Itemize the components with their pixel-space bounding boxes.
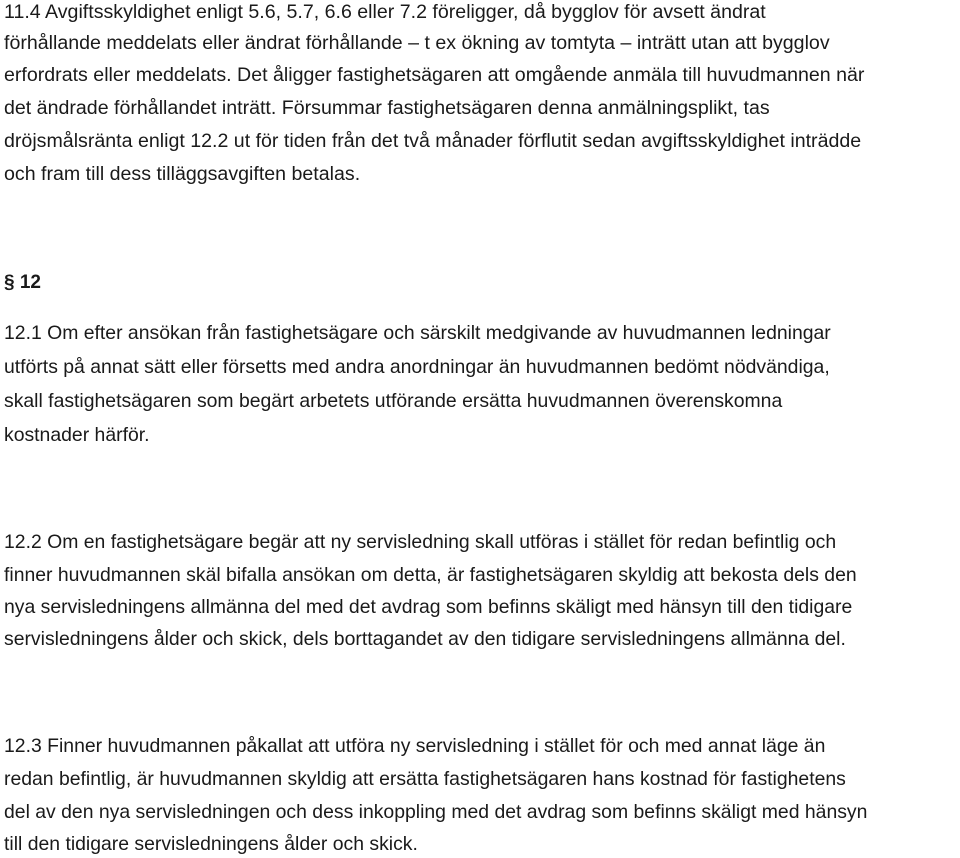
section-12-1-line-3: skall fastighetsägaren som begärt arbetets utförande ersätta huvudmannen överenskomna	[4, 390, 783, 412]
section-heading-12: § 12	[4, 272, 41, 293]
section-11-4-line-4: det ändrade förhållandet inträtt. Försummar fastighetsägaren denna anmälningsplikt, tas	[4, 97, 770, 119]
section-11-4-line-2: förhållande meddelats eller ändrat förhållande – t ex ökning av tomtyta – inträtt utan att bygglov	[4, 32, 830, 54]
section-12-1-line-1: 12.1 Om efter ansökan från fastighetsägare och särskilt medgivande av huvudmannen ledningar	[4, 322, 831, 344]
section-11-4-line-3: erfordrats eller meddelats. Det åligger fastighetsägaren att omgående anmäla till huvudmannen när	[4, 64, 865, 86]
section-12-3-line-2: redan befintlig, är huvudmannen skyldig att ersätta fastighetsägaren hans kostnad för fastighetens	[4, 768, 846, 790]
section-12-3-line-3: del av den nya servisledningen och dess inkoppling med det avdrag som befinns skäligt med hänsyn	[4, 801, 868, 823]
section-12-2-line-1: 12.2 Om en fastighetsägare begär att ny servisledning skall utföras i stället för redan befintlig och	[4, 531, 837, 553]
section-11-4-line-6: och fram till dess tilläggsavgiften betalas.	[4, 163, 361, 185]
section-12-1-line-2: utförts på annat sätt eller försetts med andra anordningar än huvudmannen bedömt nödvändiga,	[4, 356, 830, 378]
section-12-2-line-2: finner huvudmannen skäl bifalla ansökan om detta, är fastighetsägaren skyldig att bekosta dels den	[4, 564, 857, 586]
section-12-1-line-4: kostnader härför.	[4, 424, 150, 446]
section-12-3-line-1: 12.3 Finner huvudmannen påkallat att utföra ny servisledning i stället för och med annat läge än	[4, 735, 826, 757]
section-11-4-line-5: dröjsmålsränta enligt 12.2 ut för tiden från det två månader förflutit sedan avgiftsskyldighet inträdde	[4, 130, 862, 152]
section-12-2-line-4: servisledningens ålder och skick, dels borttagandet av den tidigare servisledningens allmänna del.	[4, 628, 846, 650]
section-12-2-line-3: nya servisledningens allmänna del med det avdrag som befinns skäligt med hänsyn till den tidigare	[4, 596, 853, 618]
section-12-3-line-4: till den tidigare servisledningens ålder och skick.	[4, 833, 418, 855]
section-11-4-line-1: 11.4 Avgiftsskyldighet enligt 5.6, 5.7, 6.6 eller 7.2 föreligger, då bygglov för avsett ändrat	[4, 1, 766, 23]
